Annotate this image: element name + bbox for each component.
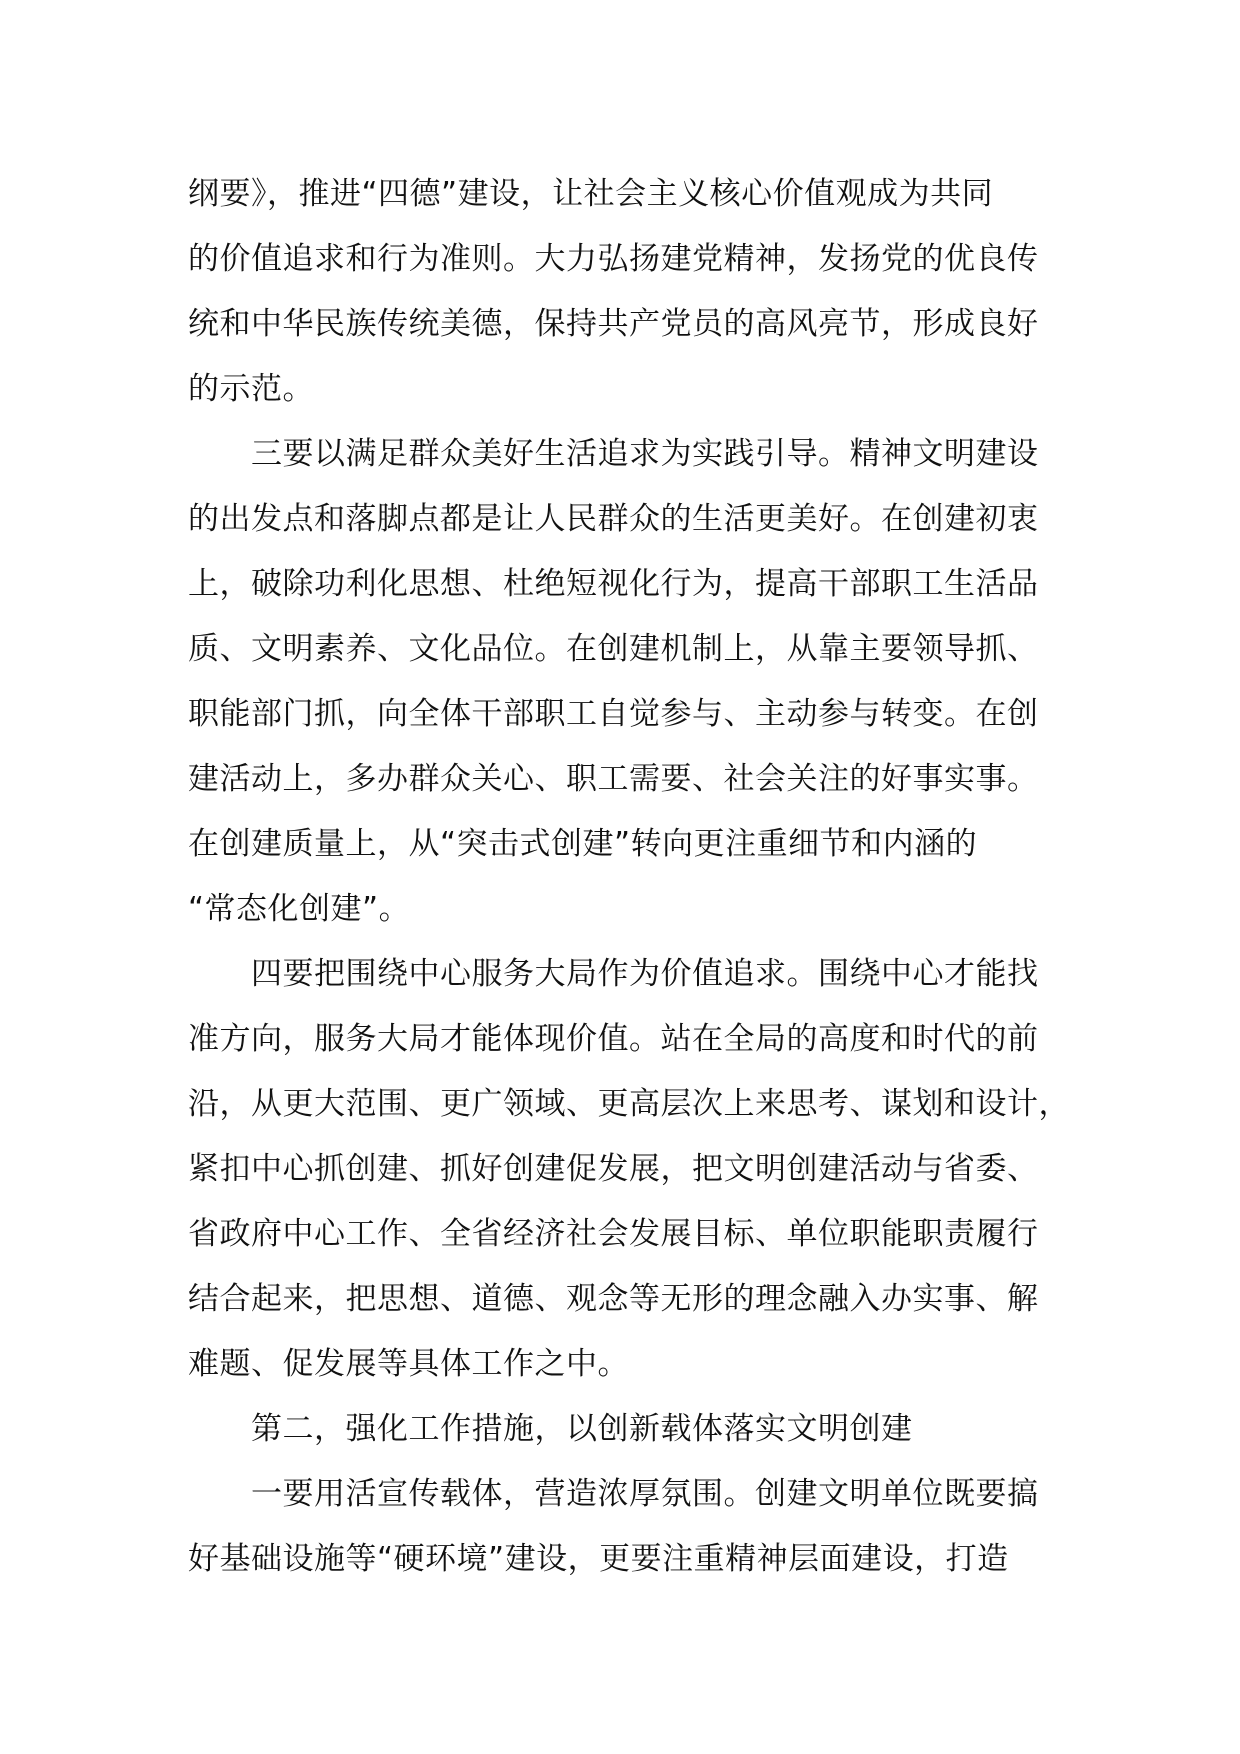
text-line: 准方向，服务大局才能体现价值。站在全局的高度和时代的前 xyxy=(188,1021,1039,1057)
text-line: 好基础设施等“硬环境”建设，更要注重精神层面建设，打造 xyxy=(188,1541,1009,1577)
text-line: 难题、促发展等具体工作之中。 xyxy=(188,1346,629,1382)
text-line: 职能部门抓，向全体干部职工自觉参与、主动参与转变。在创 xyxy=(188,696,1039,732)
text-line: 建活动上，多办群众关心、职工需要、社会关注的好事实事。 xyxy=(188,761,1039,797)
text-line: 上，破除功利化思想、杜绝短视化行为，提高干部职工生活品 xyxy=(188,566,1039,602)
text-line: “常态化创建”。 xyxy=(188,891,411,927)
text-line: 省政府中心工作、全省经济社会发展目标、单位职能职责履行 xyxy=(188,1216,1039,1252)
text-line: 紧扣中心抓创建、抓好创建促发展，把文明创建活动与省委、 xyxy=(188,1151,1039,1187)
text-line: 纲要》，推进“四德”建设，让社会主义核心价值观成为共同 xyxy=(188,176,994,212)
body-text xyxy=(188,162,1088,1592)
text-line: 的出发点和落脚点都是让人民群众的生活更美好。在创建初衷 xyxy=(188,501,1039,537)
text-line: 沿，从更大范围、更广领域、更高层次上来思考、谋划和设计， xyxy=(188,1086,1070,1122)
text-line: 统和中华民族传统美德，保持共产党员的高风亮节，形成良好 xyxy=(188,306,1039,342)
text-line: 一要用活宣传载体，营造浓厚氛围。创建文明单位既要搞 xyxy=(188,1476,1039,1512)
text-line: 的示范。 xyxy=(188,371,314,407)
text-line: 三要以满足群众美好生活追求为实践引导。精神文明建设 xyxy=(188,436,1039,472)
text-line: 结合起来，把思想、道德、观念等无形的理念融入办实事、解 xyxy=(188,1281,1039,1317)
text-line: 四要把围绕中心服务大局作为价值追求。围绕中心才能找 xyxy=(188,956,1039,992)
text-line: 第二，强化工作措施，以创新载体落实文明创建 xyxy=(188,1411,913,1447)
text-line: 在创建质量上，从“突击式创建”转向更注重细节和内涵的 xyxy=(188,826,978,862)
text-line: 质、文明素养、文化品位。在创建机制上，从靠主要领导抓、 xyxy=(188,631,1039,667)
text-line: 的价值追求和行为准则。大力弘扬建党精神，发扬党的优良传 xyxy=(188,241,1039,277)
